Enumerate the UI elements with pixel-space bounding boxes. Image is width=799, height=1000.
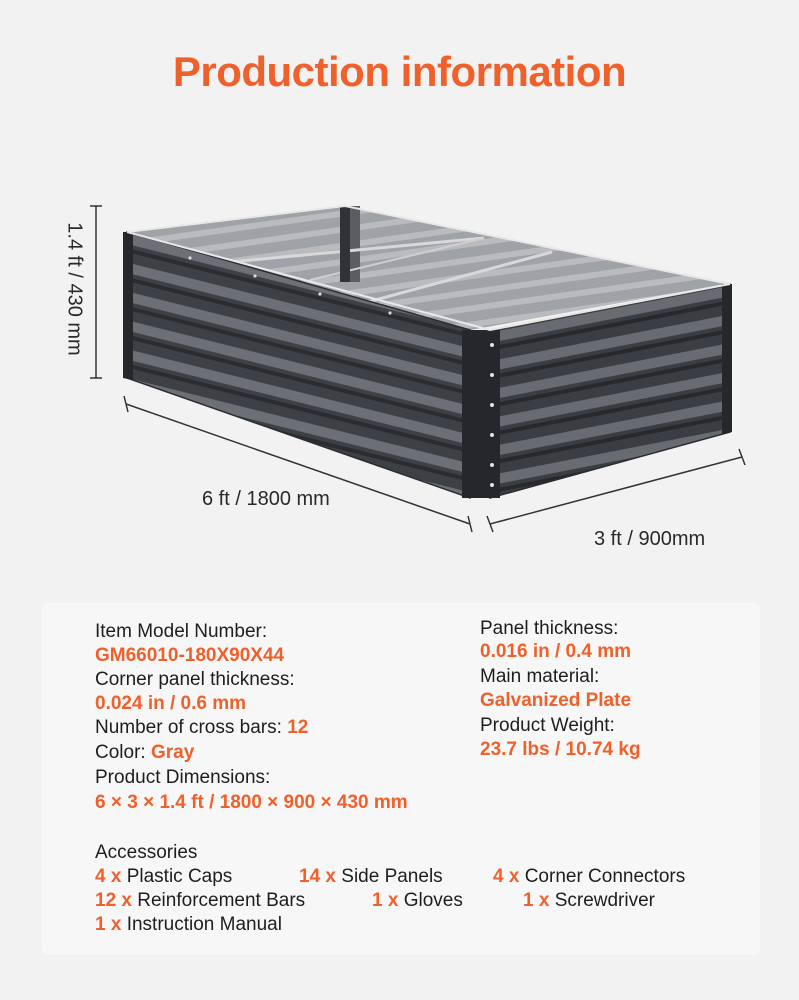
height-dimension-label: 1.4 ft / 430 mm bbox=[63, 222, 86, 356]
accessories-heading: Accessories bbox=[95, 842, 198, 863]
model-label: Item Model Number: bbox=[95, 621, 268, 642]
material-label: Main material: bbox=[480, 666, 600, 687]
raised-garden-bed-illustration bbox=[0, 180, 799, 570]
model-value: GM66010-180X90X44 bbox=[95, 645, 285, 666]
panel-thickness-value: 0.016 in / 0.4 mm bbox=[480, 641, 632, 662]
weight-value: 23.7 lbs / 10.74 kg bbox=[480, 739, 641, 760]
accessory-item bbox=[95, 889, 305, 913]
accessory-qty: 1 x bbox=[95, 914, 122, 935]
dimensions-label: Product Dimensions: bbox=[95, 767, 271, 788]
accessory-name: Gloves bbox=[403, 890, 463, 911]
corner-post bbox=[462, 330, 500, 498]
crossbars-row bbox=[95, 716, 308, 740]
length-dimension-label: 6 ft / 1800 mm bbox=[202, 488, 330, 510]
width-dimension-label: 3 ft / 900mm bbox=[594, 528, 706, 550]
accessory-name: Reinforcement Bars bbox=[137, 890, 306, 911]
color-label: Color: bbox=[95, 742, 146, 763]
accessory-item bbox=[493, 865, 685, 889]
color-row bbox=[95, 741, 194, 765]
color-value: Gray bbox=[150, 742, 195, 763]
panel-thickness-label: Panel thickness: bbox=[480, 618, 619, 639]
accessory-name: Instruction Manual bbox=[126, 914, 282, 935]
dimensions-value: 6 × 3 × 1.4 ft / 1800 × 900 × 430 mm bbox=[95, 792, 408, 813]
crossbars-label: Number of cross bars: bbox=[95, 717, 282, 738]
accessory-qty: 4 x bbox=[493, 866, 520, 887]
accessory-item bbox=[372, 889, 463, 913]
weight-label: Product Weight: bbox=[480, 715, 615, 736]
accessory-qty: 4 x bbox=[95, 866, 122, 887]
crossbars-value: 12 bbox=[287, 717, 309, 738]
corner-thickness-value: 0.024 in / 0.6 mm bbox=[95, 693, 247, 714]
accessory-name: Screwdriver bbox=[554, 890, 656, 911]
accessory-item bbox=[95, 913, 282, 937]
page-title: Production information bbox=[172, 48, 627, 95]
accessory-name: Side Panels bbox=[341, 866, 443, 887]
accessory-item bbox=[523, 889, 655, 913]
accessory-qty: 14 x bbox=[299, 866, 336, 887]
accessory-qty: 1 x bbox=[372, 890, 399, 911]
accessory-qty: 1 x bbox=[523, 890, 550, 911]
accessory-name: Corner Connectors bbox=[524, 866, 686, 887]
accessory-item bbox=[299, 865, 443, 889]
accessory-qty: 12 x bbox=[95, 890, 132, 911]
accessory-item bbox=[95, 865, 232, 889]
corner-thickness-label: Corner panel thickness: bbox=[95, 669, 295, 690]
accessory-name: Plastic Caps bbox=[126, 866, 233, 887]
material-value: Galvanized Plate bbox=[480, 690, 632, 711]
